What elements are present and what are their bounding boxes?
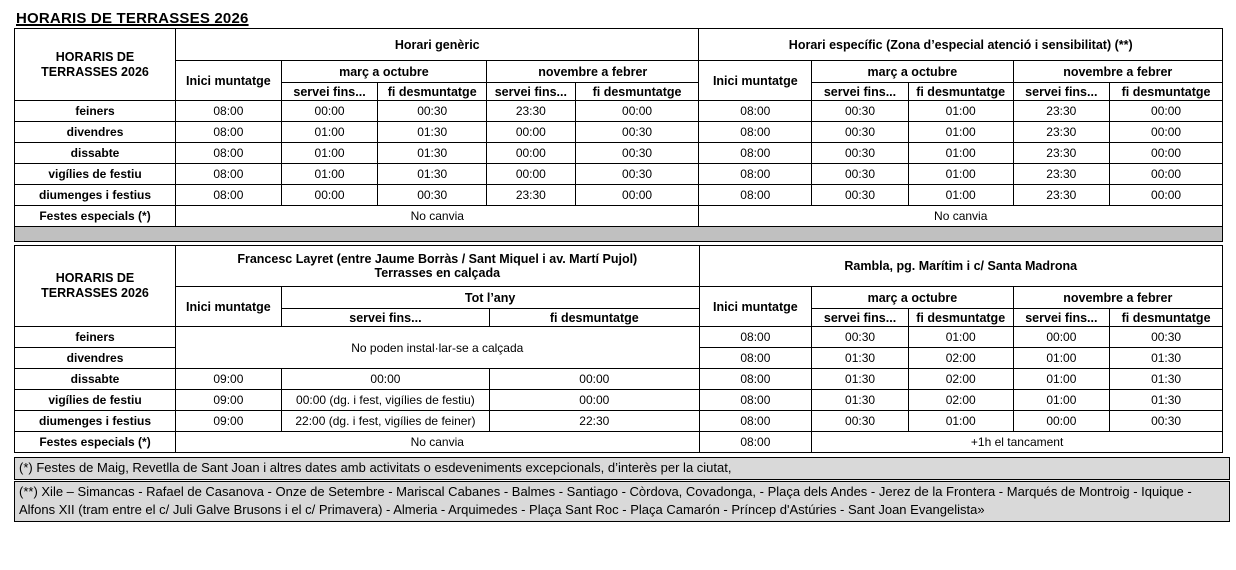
time-cell: 00:30 [378,101,487,122]
section-header-francesc-layret [176,246,699,287]
time-cell: 01:00 [908,327,1013,348]
table-row [15,101,1223,122]
row-label-diumenges: diumenges i festius [15,411,176,432]
time-cell: 00:00 [1013,411,1110,432]
time-cell: 01:30 [1110,348,1223,369]
time-cell: 01:30 [378,143,487,164]
col-header-tot-lany: Tot l’any [281,287,699,309]
col-header-novembre-febrer: novembre a febrer [487,61,699,83]
time-cell: 00:00 [1110,122,1223,143]
time-cell: 02:00 [908,390,1013,411]
col-header-fi-desmuntatge: fi desmuntatge [378,83,487,101]
time-cell: 08:00 [699,122,812,143]
time-cell: 23:30 [1013,164,1110,185]
time-cell: 08:00 [176,143,282,164]
table-row [15,164,1223,185]
page-title: HORARIS DE TERRASSES 2026 [16,10,249,27]
time-cell: 01:30 [812,369,909,390]
time-cell: 08:00 [699,390,812,411]
no-calcada-cell: No poden instal·lar-se a calçada [176,327,699,369]
section-header-rambla: Rambla, pg. Marítim i c/ Santa Madrona [699,246,1223,287]
col-header-servei-fins: servei fins... [1013,83,1110,101]
time-cell: 22:30 [490,411,699,432]
col-header-fi-desmuntatge: fi desmuntatge [1110,83,1223,101]
table-corner-label: HORARIS DE TERRASSES 2026 [15,29,176,101]
row-label-divendres: divendres [15,122,176,143]
time-cell: 00:30 [812,411,909,432]
time-cell: 00:30 [575,122,699,143]
time-cell: 08:00 [699,432,812,453]
time-cell: 00:30 [1110,327,1223,348]
row-label-feiners: feiners [15,327,176,348]
time-cell: 22:00 (dg. i fest, vigílies de feiner) [281,411,489,432]
section-header-generic: Horari genèric [176,29,699,61]
table-row [15,185,1223,206]
schedule-table-streets [14,245,1223,453]
table-row [15,432,1223,453]
row-label-dissabte: dissabte [15,143,176,164]
footnote-asterisk: (*) Festes de Maig, Revetlla de Sant Joan i altres dates amb activitats o esdeveniments excepcionals, d’interès per la ciutat, [14,457,1230,480]
table-row [15,143,1223,164]
no-canvia-cell: No canvia [699,206,1223,227]
time-cell: 08:00 [699,411,812,432]
time-cell: 23:30 [1013,122,1110,143]
time-cell: 08:00 [699,327,812,348]
time-cell: 08:00 [176,164,282,185]
time-cell: 01:00 [281,143,378,164]
time-cell: 00:30 [812,185,909,206]
col-header-marc-octubre: març a octubre [812,61,1013,83]
footnote-double-asterisk: (**) Xile – Simancas - Rafael de Casanova - Onze de Setembre - Mariscal Cabanes - Balmes - Santiago - Còrdova, Covadonga, - Plaça dels Andes - Jerez de la Frontera - Marqués de Montroig - Iquique - Alfons XII (tram entre el c/ Juli Galve Brusons i el c/ Primavera) - Almeria - Arquimedes - Plaça Sant Roc - Plaça Camarón - Príncep d'Astúries - Sant Joan Evangelista» [14,481,1230,522]
row-label-divendres: divendres [15,348,176,369]
time-cell: 00:00 [487,143,576,164]
row-label-vigilies: vigílies de festiu [15,164,176,185]
row-label-feiners: feiners [15,101,176,122]
time-cell: 00:30 [812,101,909,122]
time-cell: 00:00 [1110,185,1223,206]
no-canvia-cell: No canvia [176,206,699,227]
time-cell: 01:30 [1110,369,1223,390]
time-cell: 01:00 [281,164,378,185]
time-cell: 23:30 [1013,185,1110,206]
time-cell: 00:30 [1110,411,1223,432]
time-cell: 08:00 [176,185,282,206]
time-cell: 01:30 [378,164,487,185]
time-cell: 00:00 [490,369,699,390]
table-corner-label: HORARIS DE TERRASSES 2026 [15,246,176,327]
section-header-especific: Horari específic (Zona d’especial atenció i sensibilitat) (**) [699,29,1223,61]
time-cell: 00:30 [378,185,487,206]
col-header-servei-fins: servei fins... [281,309,489,327]
col-header-fi-desmuntatge: fi desmuntatge [490,309,699,327]
row-label-diumenges: diumenges i festius [15,185,176,206]
table-row [15,327,1223,348]
time-cell: 02:00 [908,369,1013,390]
time-cell: 00:00 [487,122,576,143]
time-cell: 01:00 [281,122,378,143]
time-cell: 23:30 [1013,143,1110,164]
col-header-servei-fins: servei fins... [812,83,909,101]
time-cell: 08:00 [699,185,812,206]
row-label-vigilies: vigílies de festiu [15,390,176,411]
col-header-servei-fins: servei fins... [281,83,378,101]
col-header-fi-desmuntatge: fi desmuntatge [1110,309,1223,327]
table-row [15,411,1223,432]
time-cell: 00:00 (dg. i fest, vigílies de festiu) [281,390,489,411]
time-cell: 00:00 [490,390,699,411]
time-cell: 00:30 [575,143,699,164]
table-row [15,122,1223,143]
time-cell: 01:30 [812,390,909,411]
time-cell: 01:00 [908,122,1013,143]
time-cell: 08:00 [699,143,812,164]
time-cell: 01:00 [908,185,1013,206]
footnotes-block [14,457,1230,522]
col-header-novembre-febrer: novembre a febrer [1013,61,1223,83]
col-header-inici-muntatge: Inici muntatge [699,61,812,101]
schedule-table-general [14,28,1223,227]
table-row [15,206,1223,227]
col-header-servei-fins: servei fins... [487,83,576,101]
row-label-festes-especials: Festes especials (*) [15,432,176,453]
time-cell: 01:00 [908,143,1013,164]
col-header-marc-octubre: març a octubre [281,61,486,83]
street-name-line: Francesc Layret (entre Jaume Borràs / Sant Miquel i av. Martí Pujol) [237,252,638,266]
col-header-fi-desmuntatge: fi desmuntatge [908,83,1013,101]
col-header-marc-octubre: març a octubre [812,287,1013,309]
time-cell: 00:00 [1013,327,1110,348]
time-cell: 09:00 [176,390,282,411]
time-cell: 01:00 [908,101,1013,122]
time-cell: 08:00 [699,101,812,122]
time-cell: 00:00 [1110,164,1223,185]
time-cell: 00:30 [812,164,909,185]
time-cell: 00:00 [575,101,699,122]
separator-band [14,226,1223,242]
time-cell: 08:00 [176,101,282,122]
tancament-cell: +1h el tancament [812,432,1223,453]
time-cell: 01:30 [812,348,909,369]
time-cell: 01:00 [908,411,1013,432]
time-cell: 00:00 [1110,143,1223,164]
time-cell: 00:00 [1110,101,1223,122]
time-cell: 01:00 [1013,390,1110,411]
time-cell: 02:00 [908,348,1013,369]
time-cell: 23:30 [487,185,576,206]
col-header-servei-fins: servei fins... [812,309,909,327]
time-cell: 23:30 [487,101,576,122]
col-header-inici-muntatge: Inici muntatge [176,61,282,101]
no-canvia-cell: No canvia [176,432,699,453]
col-header-servei-fins: servei fins... [1013,309,1110,327]
time-cell: 01:00 [908,164,1013,185]
row-label-dissabte: dissabte [15,369,176,390]
time-cell: 08:00 [699,348,812,369]
time-cell: 00:30 [575,164,699,185]
time-cell: 01:00 [1013,348,1110,369]
col-header-novembre-febrer: novembre a febrer [1013,287,1222,309]
time-cell: 00:00 [575,185,699,206]
time-cell: 01:00 [1013,369,1110,390]
time-cell: 00:00 [281,369,489,390]
time-cell: 23:30 [1013,101,1110,122]
time-cell: 08:00 [176,122,282,143]
time-cell: 09:00 [176,369,282,390]
time-cell: 00:30 [812,327,909,348]
time-cell: 01:30 [1110,390,1223,411]
col-header-inici-muntatge: Inici muntatge [699,287,812,327]
col-header-fi-desmuntatge: fi desmuntatge [908,309,1013,327]
time-cell: 00:30 [812,143,909,164]
time-cell: 08:00 [699,164,812,185]
row-label-festes-especials: Festes especials (*) [15,206,176,227]
time-cell: 00:00 [281,185,378,206]
time-cell: 08:00 [699,369,812,390]
col-header-fi-desmuntatge: fi desmuntatge [575,83,699,101]
table-row [15,390,1223,411]
street-subtitle-line: Terrasses en calçada [374,266,501,280]
time-cell: 09:00 [176,411,282,432]
time-cell: 00:00 [487,164,576,185]
time-cell: 00:30 [812,122,909,143]
time-cell: 00:00 [281,101,378,122]
time-cell: 01:30 [378,122,487,143]
col-header-inici-muntatge: Inici muntatge [176,287,282,327]
table-row [15,369,1223,390]
